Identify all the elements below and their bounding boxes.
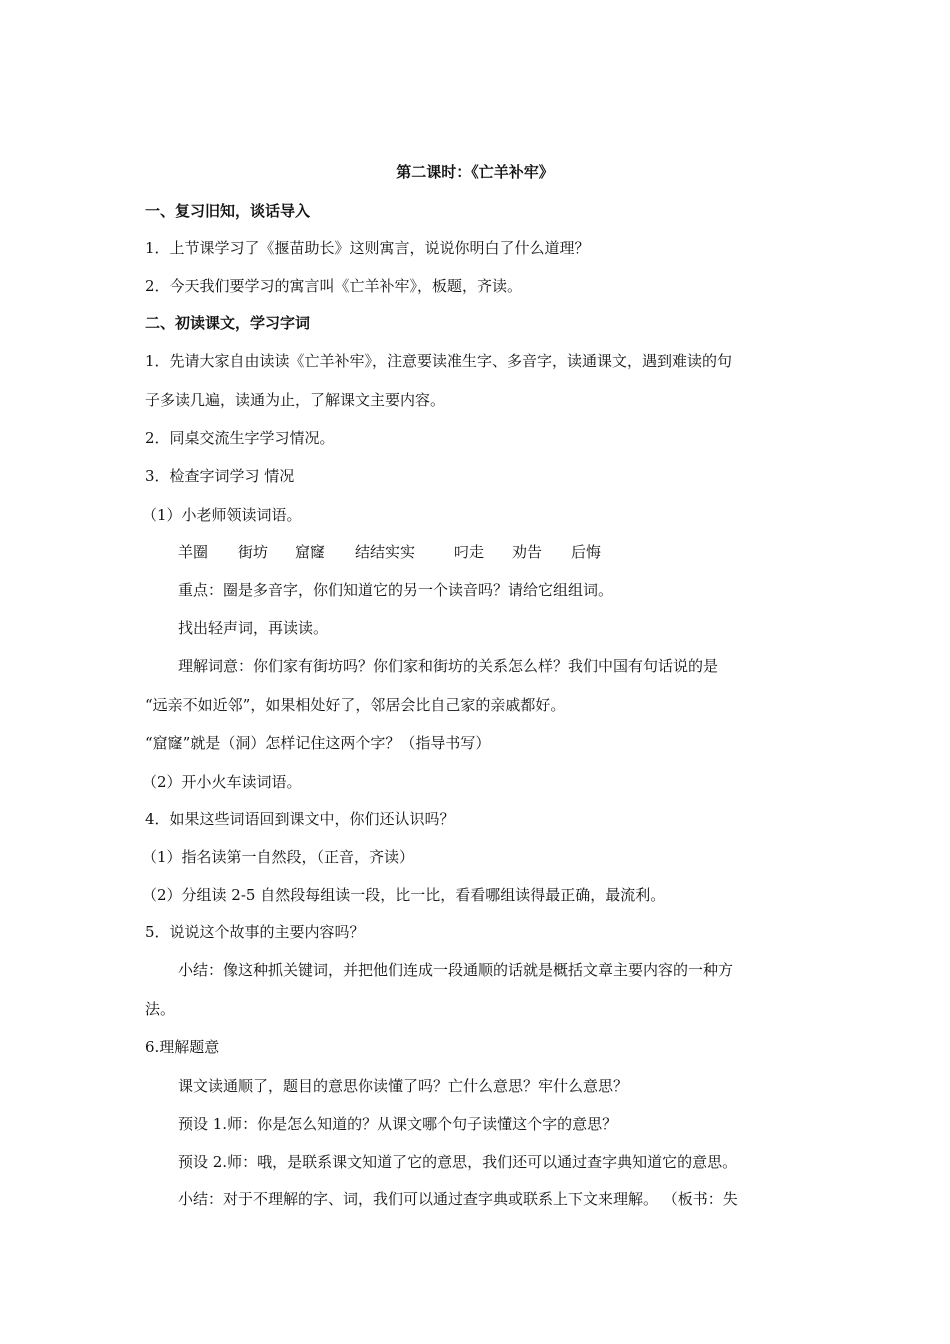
paragraph: 小结：对于不理解的字、词，我们可以通过查字典或联系上下文来理解。 （板书：失 <box>178 1190 738 1208</box>
paragraph: 1．先请大家自由读读《亡羊补牢》，注意要读准生字、多音字，读通课文，遇到难读的句 <box>145 352 733 370</box>
paragraph: 理解词意：你们家有街坊吗？你们家和街坊的关系怎么样？我们中国有句话说的是 <box>178 657 719 675</box>
paragraph: 预设 1.师：你是怎么知道的？从课文哪个句子读懂这个字的意思？ <box>178 1115 618 1133</box>
paragraph: 重点：圈是多音字，你们知道它的另一个读音吗？请给它组组词。 <box>178 581 614 599</box>
paragraph: （1）小老师领读词语。 <box>142 506 302 524</box>
paragraph: 找出轻声词，再读读。 <box>178 619 329 637</box>
word-item: 羊圈 <box>178 543 209 561</box>
word-item: 结结实实 <box>355 543 416 561</box>
paragraph: 预设 2.师：哦，是联系课文知道了它的意思，我们还可以通过查字典知道它的意思。 <box>178 1153 738 1171</box>
paragraph: 小结：像这种抓关键词，并把他们连成一段通顺的话就是概括文章主要内容的一种方 <box>178 961 734 979</box>
paragraph: “远亲不如近邻”，如果相处好了，邻居会比自己家的亲戚都好。 <box>145 696 566 714</box>
paragraph: 课文读通顺了，题目的意思你读懂了吗？亡什么意思？牢什么意思？ <box>178 1077 629 1095</box>
paragraph: 子多读几遍，读通为止，了解课文主要内容。 <box>145 391 446 409</box>
section-heading-2: 二、初读课文，学习字词 <box>145 314 311 332</box>
paragraph: 4．如果这些词语回到课文中，你们还认识吗？ <box>145 810 455 828</box>
section-heading-1: 一、复习旧知，谈话导入 <box>145 202 311 220</box>
paragraph: 5．说说这个故事的主要内容吗？ <box>145 923 365 941</box>
word-list <box>178 542 601 562</box>
paragraph: 6.理解题意 <box>145 1038 220 1056</box>
word-item: 叼走 <box>454 543 485 561</box>
paragraph: 1．上节课学习了《揠苗助长》这则寓言，说说你明白了什么道理？ <box>145 239 590 257</box>
paragraph: “窟窿”就是（洞）怎样记住这两个字？（指导书写） <box>145 734 491 752</box>
paragraph: （2）开小火车读词语。 <box>142 773 302 791</box>
paragraph: （1）指名读第一自然段，（正音，齐读） <box>142 848 415 866</box>
paragraph: 法。 <box>145 1000 176 1018</box>
paragraph: 3．检查字词学习 情况 <box>145 467 295 485</box>
word-item: 街坊 <box>238 543 269 561</box>
paragraph: 2．今天我们要学习的寓言叫《亡羊补牢》，板题，齐读。 <box>145 277 523 295</box>
paragraph: （2）分组读 2-5 自然段每组读一段，比一比，看看哪组读得最正确，最流利。 <box>142 886 666 904</box>
word-item: 劝告 <box>512 543 543 561</box>
word-item: 后悔 <box>571 543 602 561</box>
page-title: 第二课时：《亡羊补牢》 <box>396 163 554 181</box>
word-item: 窟窿 <box>295 543 326 561</box>
paragraph: 2．同桌交流生字学习情况。 <box>145 429 335 447</box>
